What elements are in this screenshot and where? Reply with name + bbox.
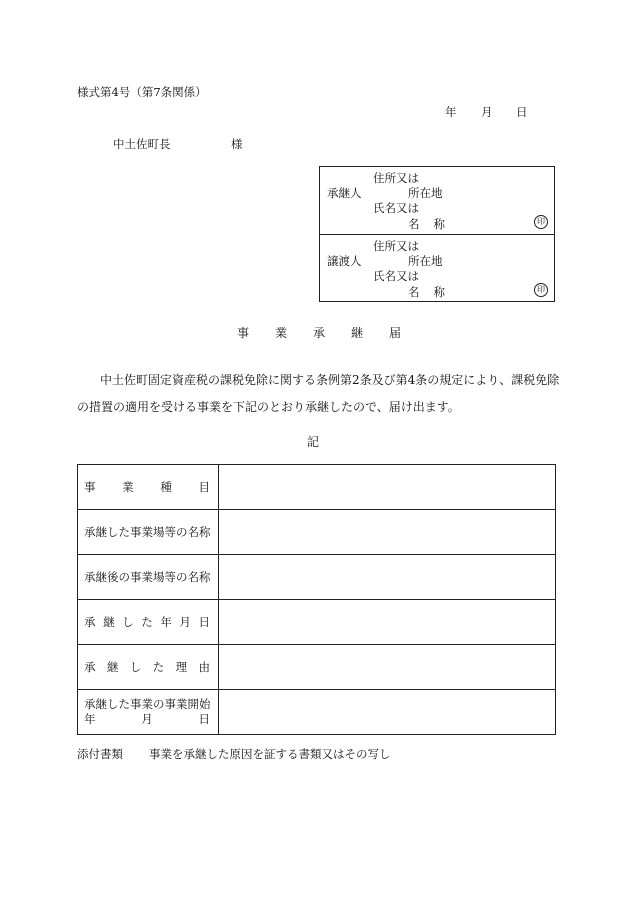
seal-mark: 印 bbox=[534, 283, 548, 297]
date-month-label: 月 bbox=[481, 105, 493, 119]
business-type-field[interactable] bbox=[219, 465, 556, 510]
address-label-2: 所在地 bbox=[408, 254, 443, 268]
party-role: 承継人 bbox=[327, 186, 362, 200]
label-char: た bbox=[141, 615, 153, 629]
ki-label: 記 bbox=[307, 435, 320, 449]
succession-date-field[interactable] bbox=[219, 600, 556, 645]
table-row bbox=[78, 645, 556, 690]
address-label: 住所又は bbox=[373, 171, 419, 185]
party-role: 譲渡人 bbox=[327, 254, 362, 268]
business-start-date-label bbox=[78, 690, 219, 735]
successor-block bbox=[320, 167, 554, 234]
label-char: 業 bbox=[122, 480, 134, 494]
address-label: 住所又は bbox=[373, 239, 419, 253]
post-succession-site-name-field[interactable] bbox=[219, 555, 556, 600]
business-type-label bbox=[78, 465, 219, 510]
details-table bbox=[77, 464, 556, 735]
label-char: 事 bbox=[84, 480, 96, 494]
addressee-suffix: 様 bbox=[231, 137, 243, 151]
name-label-2: 名称 bbox=[408, 217, 459, 231]
name-label-2: 名称 bbox=[408, 285, 459, 299]
document-title: 事業承継届 bbox=[237, 326, 428, 340]
date-day-label: 日 bbox=[516, 105, 528, 119]
label-char: 由 bbox=[198, 660, 210, 674]
name-label: 氏名又は bbox=[373, 269, 419, 283]
table-row bbox=[78, 600, 556, 645]
succession-reason-label bbox=[78, 645, 219, 690]
label-char: 継 bbox=[106, 660, 119, 674]
seal-mark: 印 bbox=[534, 215, 548, 229]
label-char: 承 bbox=[84, 615, 96, 629]
addressee: 中土佐町長 bbox=[113, 137, 171, 151]
party-info-box bbox=[319, 166, 555, 302]
address-label-2: 所在地 bbox=[408, 186, 443, 200]
label-char: 種 bbox=[160, 480, 172, 494]
date-year-label: 年 bbox=[445, 105, 457, 119]
label-char: 年 bbox=[84, 712, 96, 726]
label-char: 年 bbox=[160, 615, 172, 629]
table-row bbox=[78, 690, 556, 735]
label-char: 月 bbox=[179, 615, 191, 629]
label-char: た bbox=[152, 660, 165, 674]
label-char: 目 bbox=[198, 480, 210, 494]
label-char: 承 bbox=[84, 660, 96, 674]
succeeded-site-name-field[interactable] bbox=[219, 510, 556, 555]
table-row bbox=[78, 555, 556, 600]
post-succession-site-name-label: 承継後の事業場等の名称 bbox=[78, 555, 219, 600]
label-char: し bbox=[122, 615, 134, 629]
business-start-date-field[interactable] bbox=[219, 690, 556, 735]
attachment-label: 添付書類 bbox=[77, 747, 123, 761]
label-char: 日 bbox=[198, 615, 210, 629]
succession-reason-field[interactable] bbox=[219, 645, 556, 690]
table-row bbox=[78, 510, 556, 555]
body-text-line-2: の措置の適用を受ける事業を下記のとおり承継したので、届け出ます。 bbox=[77, 400, 460, 414]
attachment-description: 事業を承継した原因を証する書類又はその写し bbox=[149, 747, 391, 761]
label-char: 理 bbox=[175, 660, 188, 674]
label-char: し bbox=[129, 660, 142, 674]
transferor-block bbox=[320, 235, 554, 302]
succession-date-label bbox=[78, 600, 219, 645]
label-line: 承継した事業の事業開始 bbox=[84, 697, 211, 711]
label-char: 継 bbox=[103, 615, 115, 629]
table-row bbox=[78, 465, 556, 510]
succeeded-site-name-label: 承継した事業場等の名称 bbox=[78, 510, 219, 555]
name-label: 氏名又は bbox=[373, 201, 419, 215]
form-number: 様式第4号（第7条関係） bbox=[77, 85, 207, 99]
label-char: 日 bbox=[198, 712, 210, 726]
label-char: 月 bbox=[141, 712, 153, 726]
body-text-line-1: 中土佐町固定資産税の課税免除に関する条例第2条及び第4条の規定により、課税免除 bbox=[100, 373, 560, 387]
